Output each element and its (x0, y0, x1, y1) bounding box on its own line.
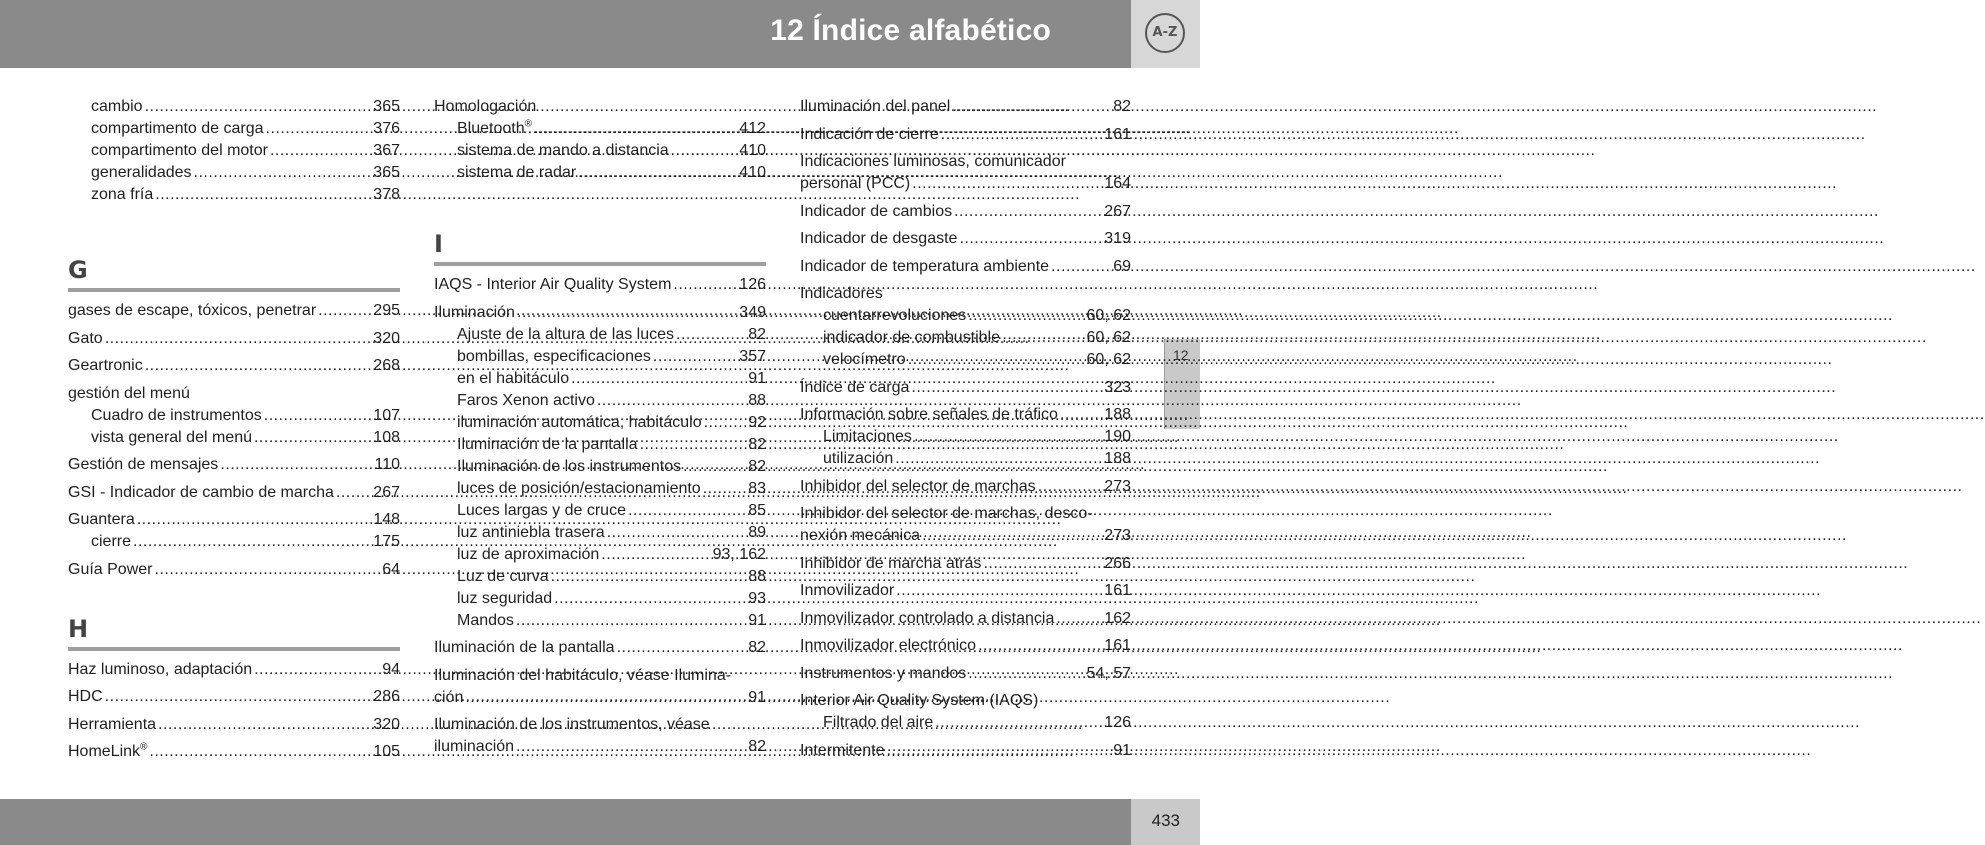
index-entry[interactable]: Luces largas y de cruce ..... 85 (434, 500, 766, 522)
index-entry[interactable]: luces de posición/estacionamiento ..... 83 (434, 478, 766, 500)
index-entry[interactable]: IAQS - Interior Air Quality System ..... 126 (434, 274, 766, 296)
index-entry[interactable]: HDC ..... 286 (68, 686, 400, 708)
index-entry[interactable]: luz antiniebla trasera ..... 89 (434, 522, 766, 544)
section-rule (68, 647, 400, 651)
index-entry[interactable]: Iluminación ..... 349 (434, 302, 766, 324)
az-icon: A-Z (1145, 13, 1185, 53)
index-heading: Interior Air Quality System (IAQS) (800, 692, 1039, 709)
index-column-2 (434, 96, 766, 758)
index-heading: Indicadores (800, 285, 883, 302)
index-entry[interactable]: Indicador de temperatura ambiente ..... 69 (800, 256, 1131, 278)
index-entry[interactable]: Bluetooth® ..... 412 (434, 118, 766, 140)
index-entry[interactable]: generalidades ..... 365 (68, 162, 400, 184)
index-entry[interactable]: Gato ..... 320 (68, 328, 400, 350)
index-entry[interactable]: luz de aproximación ..... 93, 162 (434, 544, 766, 566)
index-entry[interactable]: Iluminación de los instrumentos ..... 82 (434, 456, 766, 478)
index-entry[interactable]: utilización ..... 188 (800, 448, 1131, 470)
index-entry[interactable]: HomeLink® ..... 105 (68, 741, 400, 763)
index-entry[interactable]: Guantera ..... 148 (68, 509, 400, 531)
index-entry[interactable]: zona fría ..... 378 (68, 184, 400, 206)
index-entry[interactable]: Inhibidor de marcha atrás ..... 266 (800, 553, 1131, 575)
index-entry[interactable]: compartimento de carga ..... 376 (68, 118, 400, 140)
index-entry[interactable]: Guía Power ..... 64 (68, 559, 400, 581)
index-heading: gestión del menú (68, 384, 190, 402)
index-entry[interactable]: personal (PCC) ..... 164 (800, 173, 1131, 195)
index-heading: Inhibidor del selector de marchas, desco- (800, 505, 1093, 522)
section-letter-h: H (68, 614, 89, 643)
index-entry[interactable]: cuentarrevoluciones ..... 60, 62 (800, 305, 1131, 327)
index-entry[interactable]: GSI - Indicador de cambio de marcha ..... 267 (68, 482, 400, 504)
index-entry[interactable]: gases de escape, tóxicos, penetrar ..... 295 (68, 300, 400, 322)
index-heading: Iluminación de los instrumentos, véase (434, 716, 710, 733)
index-entry[interactable]: Gestión de mensajes ..... 110 (68, 454, 400, 476)
section-rule (434, 262, 766, 266)
index-entry[interactable]: Faros Xenon activo ..... 88 (434, 390, 766, 412)
index-entry[interactable]: Inhibidor del selector de marchas ..... 273 (800, 476, 1131, 498)
index-entry[interactable]: bombillas, especificaciones ..... 357 (434, 346, 766, 368)
index-entry[interactable]: Iluminación de la pantalla ..... 82 (434, 434, 766, 456)
index-entry[interactable]: velocímetro ..... 60, 62 (800, 349, 1131, 371)
index-entry[interactable]: Inmovilizador ..... 161 (800, 580, 1131, 602)
index-entry[interactable]: en el habitáculo ..... 91 (434, 368, 766, 390)
index-entry[interactable]: Instrumentos y mandos ..... 54, 57 (800, 663, 1131, 685)
section-rule (68, 288, 400, 292)
index-column-1 (68, 96, 400, 763)
index-entry[interactable]: Herramienta ..... 320 (68, 714, 400, 736)
index-entry[interactable]: Limitaciones ..... 190 (800, 426, 1131, 448)
page-number: 433 (1151, 811, 1180, 830)
index-entry[interactable]: Índice de carga ..... 323 (800, 377, 1131, 399)
index-entry[interactable]: Indicador de desgaste ..... 319 (800, 228, 1131, 250)
index-entry[interactable]: vista general del menú ..... 108 (68, 427, 400, 449)
index-entry[interactable]: cambio ..... 365 (68, 96, 400, 118)
index-heading: Iluminación del habitáculo, véase Ilumina- (434, 666, 732, 684)
index-entry[interactable]: nexión mecánica ..... 273 (800, 525, 1131, 547)
index-entry[interactable]: sistema de radar ..... 410 (434, 162, 766, 184)
index-entry[interactable]: Información sobre señales de tráfico ..... 188 (800, 404, 1131, 426)
index-heading: Indicaciones luminosas, comunicador (800, 153, 1066, 170)
index-entry[interactable]: Iluminación del panel ..... 82 (800, 96, 1131, 118)
index-entry[interactable]: Indicador de cambios ..... 267 (800, 201, 1131, 223)
index-entry[interactable]: Luz de curva ..... 88 (434, 566, 766, 588)
index-entry[interactable]: Cuadro de instrumentos ..... 107 (68, 405, 400, 427)
index-entry[interactable]: Haz luminoso, adaptación ..... 94 (68, 659, 400, 681)
page-number-box (1131, 799, 1200, 845)
header-bar (0, 0, 1131, 68)
chapter-title: 12 Índice alfabético (770, 14, 1051, 47)
index-entry[interactable]: Iluminación de la pantalla ..... 82 (434, 637, 766, 659)
index-entry[interactable]: cierre ..... 175 (68, 531, 400, 553)
index-entry[interactable]: Inmovilizador controlado a distancia ..... 162 (800, 608, 1131, 630)
index-entry[interactable]: Intermitente ..... 91 (800, 740, 1131, 762)
index-entry[interactable]: indicador de combustible ..... 60, 62 (800, 327, 1131, 349)
index-entry[interactable]: sistema de mando a distancia ..... 410 (434, 140, 766, 162)
index-entry[interactable]: compartimento del motor ..... 367 (68, 140, 400, 162)
index-entry[interactable]: iluminación ..... 82 (434, 736, 766, 758)
section-letter-g: G (68, 256, 88, 284)
index-entry[interactable]: luz seguridad ..... 93 (434, 588, 766, 610)
index-entry[interactable]: Filtrado del aire ..... 126 (800, 712, 1131, 734)
chapter-side-tab-label: 12 (1173, 347, 1189, 363)
index-entry[interactable]: Indicación de cierre ..... 161 (800, 124, 1131, 146)
index-heading: Homologación (434, 98, 537, 115)
index-entry[interactable]: Geartronic ..... 268 (68, 355, 400, 377)
index-column-3 (800, 96, 1131, 762)
index-entry[interactable]: Ajuste de la altura de las luces ..... 82 (434, 324, 766, 346)
index-entry[interactable]: Inmovilizador electrónico ..... 161 (800, 635, 1131, 657)
index-entry[interactable]: Mandos ..... 91 (434, 610, 766, 632)
footer-bar (0, 799, 1131, 845)
section-letter-i: I (434, 230, 443, 258)
index-entry[interactable]: iluminación automática, habitáculo ..... 92 (434, 412, 766, 434)
index-entry[interactable]: ción ..... 91 (434, 687, 766, 709)
az-badge-box (1131, 0, 1200, 68)
